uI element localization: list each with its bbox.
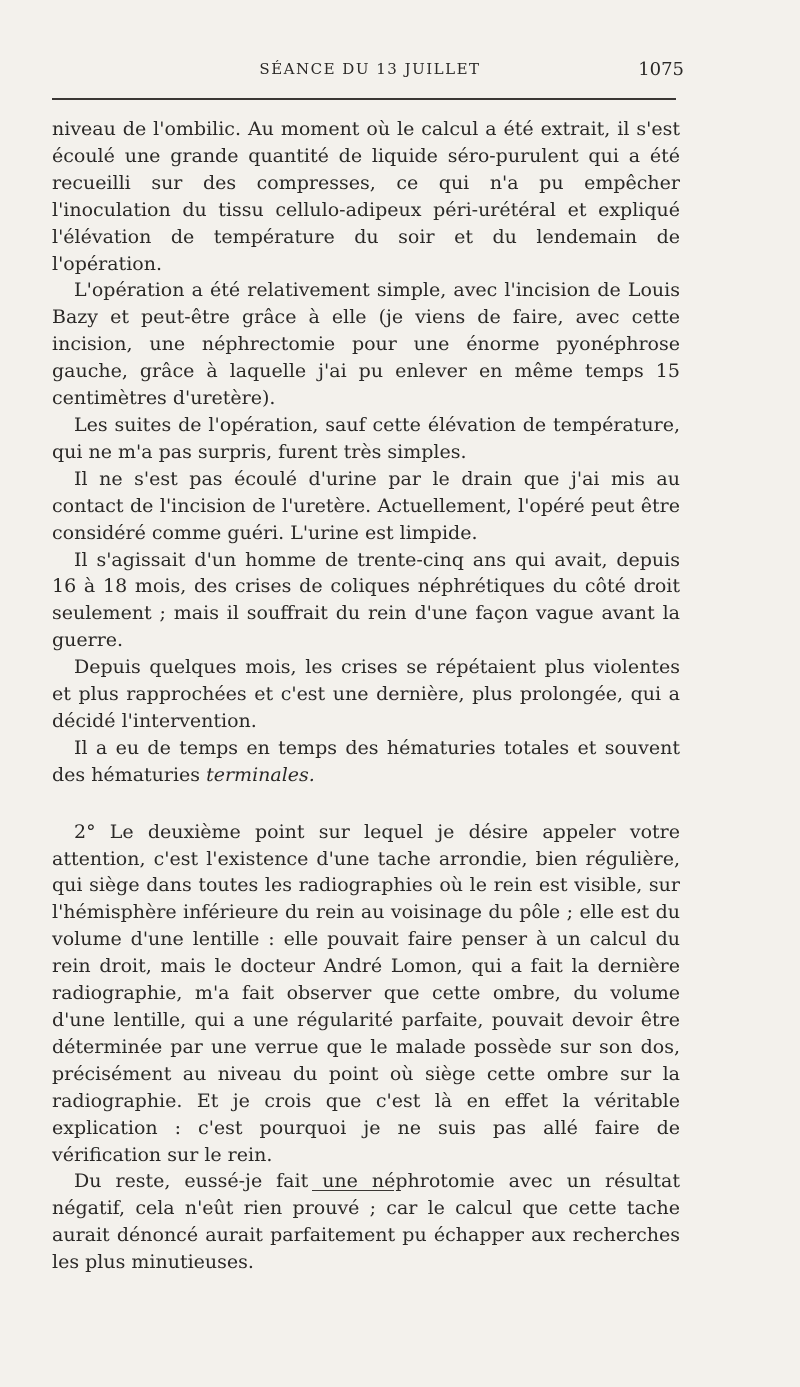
paragraph-6: Depuis quelques mois, les crises se répétaient plus violentes et plus rapprochées et c'est une dernière, plus prolongée, qui a décidé l'intervention. — [52, 656, 680, 732]
section-end-rule — [312, 1190, 394, 1191]
paragraph-7-italic: terminales. — [206, 763, 315, 786]
paragraph-9: Du reste, eussé-je fait une néphrotomie avec un résultat négatif, cela n'eût rien prouvé ; car le calcul que cette tache aurait dénoncé aurait parfaitement pu échapper aux recherches les plus minutieuses. — [52, 1170, 680, 1274]
paragraph-8: 2° Le deuxième point sur lequel je désire appeler votre attention, c'est l'existence d'une tache arrondie, bien régulière, qui siège dans toutes les radiographies où le rein est visible, sur l'hémisphère inférieure du rein au voisinage du pôle ; elle est du volume d'une lentille : elle pouvait faire penser à un calcul du rein droit, mais le docteur André Lomon, qui a fait la dernière radiographie, m'a fait observer que cette ombre, du volume d'une lentille, qui a une régularité parfaite, pouvait devoir être déterminée par une verrue que le malade possède sur son dos, précisément au niveau du point où siège cette ombre sur la radiographie. Et je crois que c'est là en effet la véritable explication : c'est pourquoi je ne suis pas allé faire de vérification sur le rein. — [52, 820, 680, 1166]
running-title: SÉANCE DU 13 JUILLET — [259, 60, 481, 78]
paragraph-5: Il s'agissait d'un homme de trente-cinq ans qui avait, depuis 16 à 18 mois, des crises de coliques néphrétiques du côté droit seulement ; mais il souffrait du rein d'une façon vague avant la guerre. — [52, 548, 680, 652]
paragraph-2: L'opération a été relativement simple, avec l'incision de Louis Bazy et peut-être grâce à elle (je viens de faire, avec cette incision, une néphrectomie pour une énorme pyonéphrose gauche, grâce à laquelle j'ai pu enlever en même temps 15 centimètres d'uretère). — [52, 279, 680, 410]
paragraph-3: Les suites de l'opération, sauf cette élévation de température, qui ne m'a pas surpris, furent très simples. — [52, 413, 680, 463]
body-text — [52, 116, 680, 1276]
paragraph-4: Il ne s'est pas écoulé d'urine par le drain que j'ai mis au contact de l'incision de l'uretère. Actuellement, l'opéré peut être considéré comme guéri. L'urine est limpide. — [52, 467, 680, 544]
paragraph-1: niveau de l'ombilic. Au moment où le calcul a été extrait, il s'est écoulé une grande quantité de liquide séro-purulent qui a été recueilli sur des compresses, ce qui n'a pu empêcher l'inoculation du tissu cellulo-adipeux péri-urétéral et expliqué l'élévation de température du soir et du lendemain de l'opération. — [52, 118, 680, 275]
header-rule — [52, 98, 676, 100]
paragraph-7-text: Il a eu de temps en temps des hématuries totales et souvent des hématuries — [52, 736, 680, 786]
paragraph-7 — [52, 735, 680, 789]
page-number: 1075 — [638, 59, 684, 80]
running-head — [60, 59, 684, 86]
